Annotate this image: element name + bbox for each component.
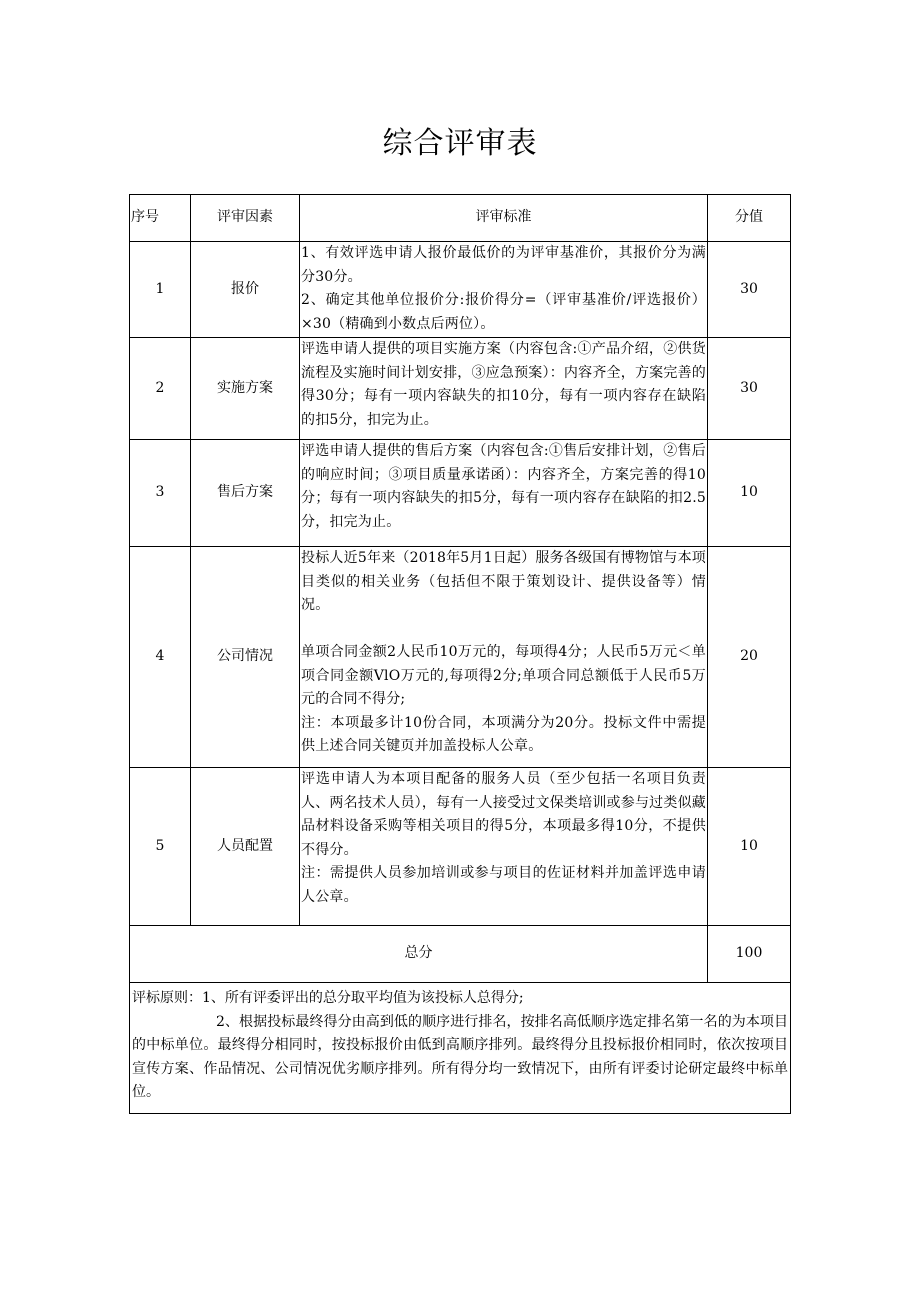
header-index: 序号 <box>130 195 191 242</box>
row-factor: 公司情况 <box>191 547 300 768</box>
row-index: 3 <box>130 440 191 547</box>
row-criteria <box>300 338 708 440</box>
header-criteria: 评审标准 <box>300 195 708 242</box>
criteria-paragraph: 评选申请人为本项目配备的服务人员（至少包括一名项目负责人、两名技术人员），每有一人接受过文保类培训或参与过类似藏品材料设备采购等相关项目的得5分，本项最多得10分，不提供不得分。 <box>301 771 706 858</box>
table-row <box>130 547 791 768</box>
row-score: 30 <box>708 338 791 440</box>
table-row <box>130 440 791 547</box>
row-criteria <box>300 547 708 768</box>
table-row <box>130 768 791 926</box>
row-score: 10 <box>708 440 791 547</box>
row-criteria <box>300 768 708 926</box>
row-factor: 人员配置 <box>191 768 300 926</box>
row-index: 4 <box>130 547 191 768</box>
header-score: 分值 <box>708 195 791 242</box>
criteria-paragraph: 2、确定其他单位报价分:报价得分=（评审基准价/评选报价）×30（精确到小数点后两位）。 <box>301 292 706 332</box>
page-title: 综合评审表 <box>382 126 538 161</box>
row-factor: 报价 <box>191 242 300 338</box>
principle-line-2: 2、根据投标最终得分由高到低的顺序进行排名，按排名高低顺序选定排名第一名的为本项目的中标单位。最终得分相同时，按投标报价由低到高顺序排列。最终得分且投标报价相同时，依次按项目宣传方案、作品情况、公司情况优劣顺序排列。所有得分均一致情况下，由所有评委讨论研定最终中标单位。 <box>132 1013 788 1100</box>
row-score: 20 <box>708 547 791 768</box>
header-factor: 评审因素 <box>191 195 300 242</box>
row-score: 30 <box>708 242 791 338</box>
principle-line-1: 评标原则：1、所有评委评出的总分取平均值为该投标人总得分; <box>132 990 524 1006</box>
row-factor: 售后方案 <box>191 440 300 547</box>
row-criteria <box>300 242 708 338</box>
criteria-paragraph: 单项合同金额2人民币10万元的，每项得4分；人民币5万元＜单项合同金额VlO万元的,每项得2分;单项合同总额低于人民币5万元的合同不得分; <box>301 644 706 707</box>
row-factor: 实施方案 <box>191 338 300 440</box>
total-row <box>130 926 791 983</box>
row-criteria <box>300 440 708 547</box>
table-header-row <box>130 195 791 242</box>
table-row <box>130 242 791 338</box>
total-score: 100 <box>708 926 791 983</box>
review-table <box>129 194 791 1114</box>
row-index: 2 <box>130 338 191 440</box>
row-index: 1 <box>130 242 191 338</box>
criteria-paragraph: 评选申请人提供的项目实施方案（内容包含:①产品介绍，②供货流程及实施时间计划安排，③应急预案）：内容齐全，方案完善的得30分；每有一项内容缺失的扣10分，每有一项内容存在缺陷的扣5分，扣完为止。 <box>301 341 706 428</box>
paragraph-gap <box>301 618 706 642</box>
evaluation-principles <box>130 983 791 1114</box>
total-label: 总分 <box>130 926 708 983</box>
table-row <box>130 338 791 440</box>
row-score: 10 <box>708 768 791 926</box>
criteria-paragraph: 投标人近5年来（2018年5月1日起）服务各级国有博物馆与本项目类似的相关业务（包括但不限于策划设计、提供设备等）情况。 <box>301 550 706 613</box>
criteria-paragraph: 1、有效评选申请人报价最低价的为评审基准价，其报价分为满分30分。 <box>301 245 706 285</box>
row-index: 5 <box>130 768 191 926</box>
notes-row <box>130 983 791 1114</box>
criteria-paragraph: 注：本项最多计10份合同，本项满分为20分。投标文件中需提供上述合同关键页并加盖投标人公章。 <box>301 714 706 754</box>
criteria-paragraph: 注：需提供人员参加培训或参与项目的佐证材料并加盖评选申请人公章。 <box>301 865 706 905</box>
criteria-paragraph: 评选申请人提供的售后方案（内容包含:①售后安排计划，②售后的响应时间；③项目质量承诺函）：内容齐全，方案完善的得10分；每有一项内容缺失的扣5分，每有一项内容存在缺陷的扣2.5分，扣完为止。 <box>301 443 706 530</box>
